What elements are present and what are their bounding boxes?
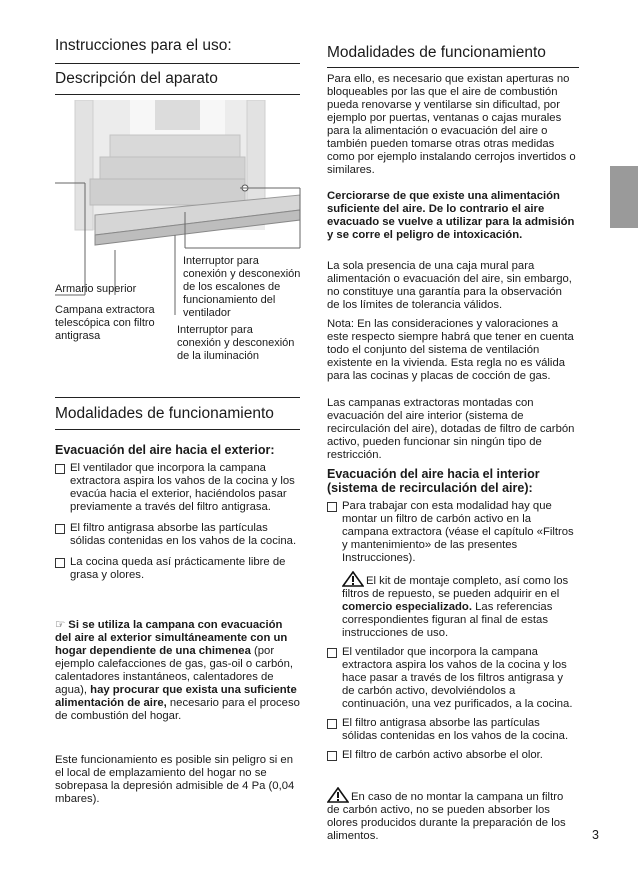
hand-pointer-icon: ☞ xyxy=(55,619,66,631)
checkbox-icon xyxy=(55,464,65,474)
rule xyxy=(55,429,300,430)
bullet-list xyxy=(327,500,577,762)
warning-icon xyxy=(342,571,364,587)
subheading-evacuacion-interior: Evacuación del aire hacia el interior (sistema de recirculación del aire): xyxy=(327,467,540,495)
checkbox-icon xyxy=(55,524,65,534)
page-number: 3 xyxy=(592,828,599,842)
note-paragraph: ☞ Si se utiliza la campana con evacuación del aire al exterior simultáneamente con un hogar dependiente de una chimenea (por ejemplo calefacciones de gas, gas-oil o carbón, calentadores instantáneos, calentadores de agua), hay procurar que exista una suficiente alimentación de aire, necesario para el proceso de combustión del hogar. xyxy=(55,619,300,722)
checkbox-icon xyxy=(327,751,337,761)
list-item: El filtro de carbón activo absorbe el olor. xyxy=(327,749,577,762)
section-title-modalidades: Modalidades de funcionamiento xyxy=(55,405,274,422)
label-interruptor-iluminacion: Interruptor para conexión y desconexión de la iluminación xyxy=(177,324,295,362)
rule xyxy=(55,63,300,64)
checkbox-icon xyxy=(55,558,65,568)
checkbox-icon xyxy=(327,502,337,512)
label-campana: Campana extractora telescópica con filtro antigrasa xyxy=(55,304,155,342)
thumb-tab xyxy=(610,166,638,228)
warning-icon xyxy=(327,787,349,803)
paragraph: Este funcionamiento es posible sin peligro si en el local de emplazamiento del hogar no se sobrepasa la depresión admisible de 4 Pa (0,04 mbares). xyxy=(55,754,295,805)
paragraph: La sola presencia de una caja mural para alimentación o evacuación del aire, sin embargo, no constituye una garantía para la observación de los límites de tolerancia válidos. xyxy=(327,260,572,311)
label-armario-superior: Armario superior xyxy=(55,283,137,295)
checkbox-icon xyxy=(327,648,337,658)
instructions-title: Instrucciones para el uso: xyxy=(55,37,232,54)
rule xyxy=(55,397,300,398)
list-item: El filtro antigrasa absorbe las partículas sólidas contenidas en los vahos de la cocina. xyxy=(327,717,577,743)
subheading-evacuacion-exterior: Evacuación del aire hacia el exterior: xyxy=(55,443,275,457)
checkbox-icon xyxy=(327,719,337,729)
rule xyxy=(327,67,579,68)
list-item: El ventilador que incorpora la campana extractora aspira los vahos de la cocina y los hace pasar a través de los filtros antigrasa y de carbón activo, devolviéndolos a continuación, una vez purificados, a la cocina. xyxy=(327,646,577,711)
list-item: La cocina queda así prácticamente libre de grasa y olores. xyxy=(55,556,300,582)
paragraph: Las campanas extractoras montadas con evacuación del aire interior (sistema de recirculación del aire), dotadas de filtro de carbón activo, pueden funcionar sin ningún tipo de restricción. xyxy=(327,397,575,461)
warning-note: El kit de montaje completo, así como los filtros de repuesto, se pueden adquirir en el comercio especializado. Las referencias correspondientes figuran al final de estas instrucciones de uso. xyxy=(327,571,577,640)
rule xyxy=(55,94,300,95)
section-title-descripcion: Descripción del aparato xyxy=(55,70,218,87)
label-interruptor-ventilador: Interruptor para conexión y desconexión de los escalones de funcionamiento del ventilador xyxy=(183,255,301,319)
section-title-modalidades-right: Modalidades de funcionamiento xyxy=(327,44,546,61)
list-item: Para trabajar con esta modalidad hay que montar un filtro de carbón activo en la campana extractora (véase el capítulo «Filtros y mantenimiento» de las presentes Instrucciones). xyxy=(327,500,577,565)
list-item: El ventilador que incorpora la campana extractora aspira los vahos de la cocina y los evacúa hacia el exterior, haciéndolos pasar previamente a través del filtro antigrasa. xyxy=(55,462,300,514)
warning-paragraph: Cerciorarse de que existe una alimentación suficiente del aire. De lo contrario el aire evacuado se vuelve a utilizar para la admisión y se corre el peligro de intoxicación. xyxy=(327,190,575,241)
warning-note: En caso de no montar la campana un filtro de carbón activo, no se pueden absorber los olores producidos durante la preparación de los alimentos. xyxy=(327,787,577,843)
bullet-list xyxy=(55,462,300,582)
list-item: El filtro antigrasa absorbe las partículas sólidas contenidas en los vahos de la cocina. xyxy=(55,522,300,548)
paragraph: Nota: En las consideraciones y valoraciones a este respecto siempre habrá que tener en cuenta todo el conjunto del sistema de ventilación existente en la vivienda. Esta regla no es válida para las cocinas y placas de cocción de gas. xyxy=(327,318,574,382)
paragraph: Para ello, es necesario que existan aperturas no bloqueables por las que el aire de combustión pueda renovarse y ventilarse sin dificultad, por ejemplo por puertas, ventanas o cajas murales para la alimentación o evacuación del aire o también pueden tomarse otras otras medidas como por ejemplo instalando cerrojos invertidos o similares. xyxy=(327,73,576,176)
